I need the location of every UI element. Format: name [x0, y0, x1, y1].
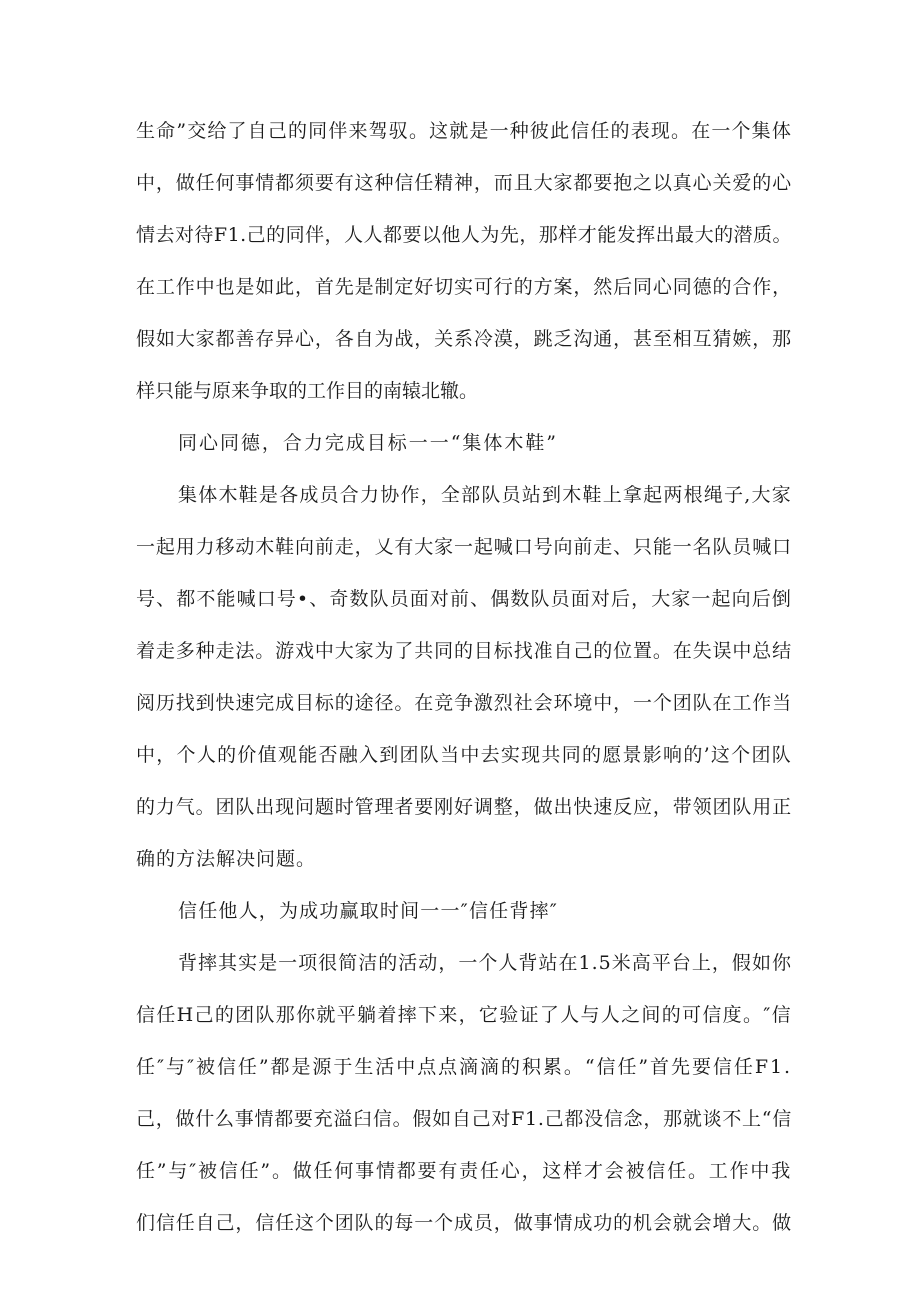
text-line: 背摔其实是一项很简洁的活动，一个人背站在1.5米高平台上，假如你: [178, 952, 792, 974]
section-heading: 信任他人，为成功赢取时间一一″信任背摔″: [178, 900, 558, 922]
text-line: 中，个人的价值观能否融入到团队当中去实现共同的愿景影响的’这个团队: [136, 744, 792, 766]
text-line: 生命”交给了自己的同伴来驾驭。这就是一种彼此信任的表现。在一个集体: [136, 120, 792, 142]
text-line: 任”与″被信任”。做任何事情都要有责任心，这样才会被信任。工作中我: [136, 1160, 792, 1182]
text-line: 的力气。团队出现问题时管理者要刚好调整，做出快速反应，带领团队用正: [136, 796, 792, 818]
section-heading: 同心同德，合力完成目标一一“集体木鞋”: [178, 432, 558, 454]
text-line: 信任H己的团队那你就平躺着摔下来，它验证了人与人之间的可信度。″信: [136, 1004, 792, 1026]
text-line: 号、都不能喊口号•、奇数队员面对前、偶数队员面对后，大家一起向后倒: [136, 588, 792, 610]
text-line: 己，做什么事情都要充溢臼信。假如自己对F1.己都没信念，那就谈不上“信: [136, 1108, 792, 1130]
text-line: 样只能与原来争取的工作目的南辕北辙。: [136, 380, 478, 402]
text-line: 中，做任何事情都须要有这种信任精神，而且大家都要抱之以真心关爱的心: [136, 172, 792, 194]
text-line: 在工作中也是如此，首先是制定好切实可行的方案，然后同心同德的合作，: [136, 276, 792, 298]
text-line: 假如大家都善存异心，各自为战，关系冷漠，跳乏沟通，甚至相互猜嫉，那: [136, 328, 792, 350]
text-line: 情去对待F1.己的同伴，人人都要以他人为先，那样才能发挥出最大的潜质。: [136, 224, 792, 246]
text-line: 确的方法解决问题。: [136, 848, 316, 870]
text-line: 们信任自己，信任这个团队的每一个成员，做事情成功的机会就会增大。做: [136, 1212, 792, 1234]
text-line: 阅历找到快速完成目标的途径。在竞争激烈社会环境中，一个团队在工作当: [136, 692, 792, 714]
text-line: 任″与″被信任”都是源于生活中点点滴滴的积累。“信任”首先要信任F1.: [136, 1056, 792, 1078]
text-line: 一起用力移动木鞋向前走，乂有大家一起喊口号向前走、只能一名队员喊口: [136, 536, 792, 558]
text-line: 集体木鞋是各成员合力协作，全部队员站到木鞋上拿起两根绳子,大家: [178, 484, 792, 506]
text-line: 着走多种走法。游戏中大家为了共同的目标找准自己的位置。在失误中总结: [136, 640, 792, 662]
